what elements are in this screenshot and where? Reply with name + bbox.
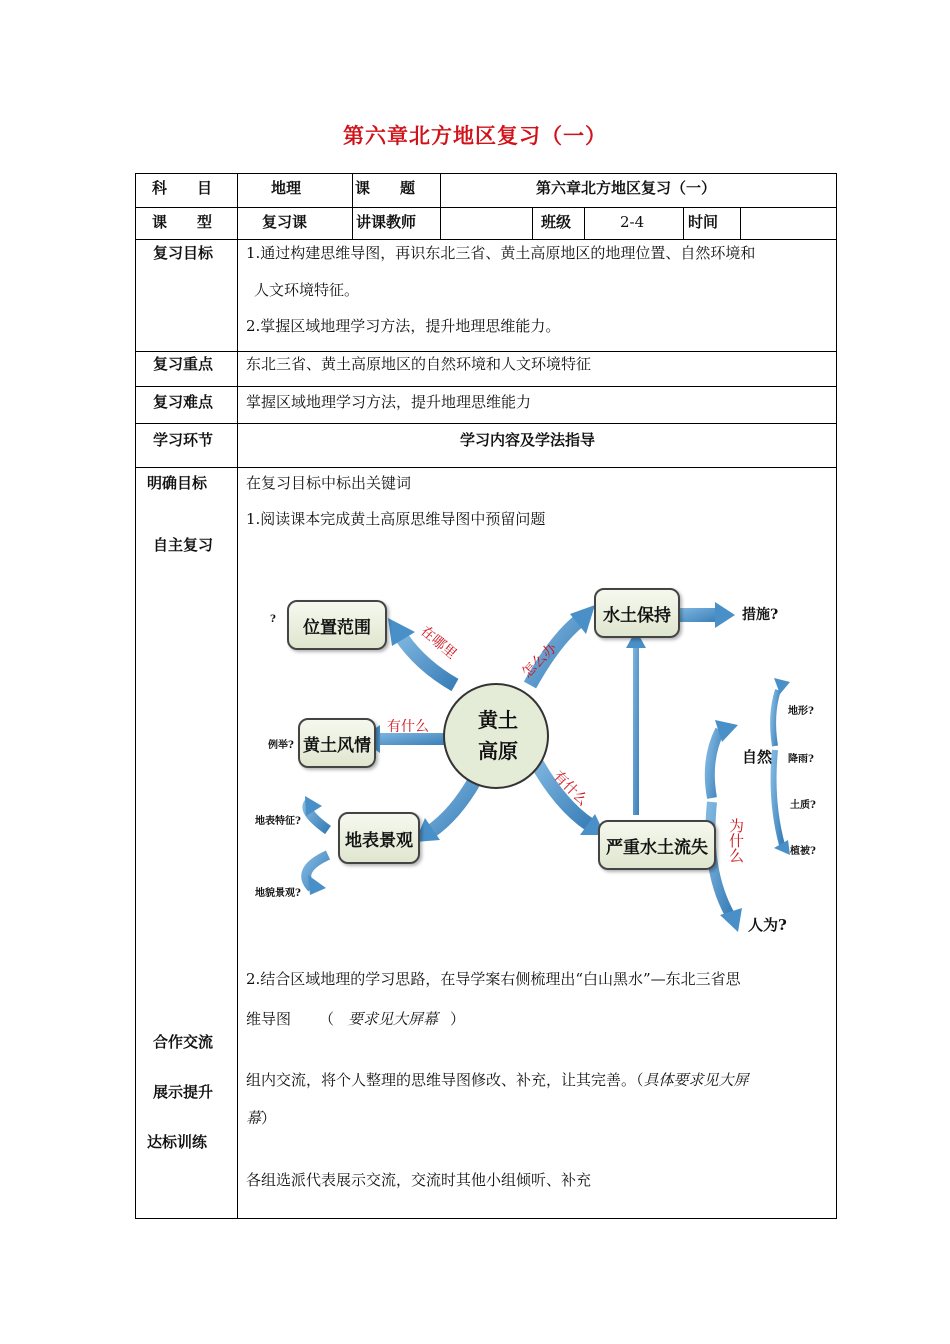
node-location: 位置范围 — [287, 600, 387, 650]
content-group-line1 — [246, 1070, 749, 1090]
content-mindmap-line2 — [246, 1009, 465, 1029]
natural-factor: 自然 — [742, 748, 773, 766]
class-label: 班级 — [541, 213, 572, 231]
difficulty-text: 掌握区域地理学习方法，提升地理思维能力 — [246, 393, 532, 411]
content-group-line2 — [246, 1108, 276, 1128]
node-customs: 黄土风情 — [298, 718, 376, 768]
stage-clarify-goals: 明确目标 — [147, 474, 208, 492]
section-content-header: 学习内容及学法指导 — [460, 431, 596, 449]
subject-label: 科 目 — [152, 179, 213, 197]
content-mindmap-line1: 2.结合区域地理的学习思路，在导学案右侧梳理出“白山黑水”—东北三省思 — [246, 970, 741, 988]
loess-plateau-mindmap — [250, 570, 830, 970]
arrow-label-what-2: 有什么 — [549, 768, 591, 810]
node-conservation: 水土保持 — [594, 588, 680, 638]
goals-label: 复习目标 — [153, 244, 214, 262]
location-question: ? — [270, 614, 276, 625]
terrain-question: 地形? — [788, 706, 814, 717]
time-label: 时间 — [688, 213, 719, 231]
arrow-label-how: 怎么办 — [519, 640, 561, 682]
arrow-label-why: 为什么 — [727, 818, 745, 863]
content-read-book: 1.阅读课本完成黄土高原思维导图中预留问题 — [246, 510, 546, 528]
node-erosion: 严重水土流失 — [598, 820, 716, 870]
topic-label: 课 题 — [355, 179, 416, 197]
stage-practice: 达标训练 — [147, 1133, 208, 1151]
goals-line1: 1.通过构建思维导图，再识东北三省、黄土高原地区的地理位置、自然环境和 — [246, 244, 756, 262]
key-points-text: 东北三省、黄土高原地区的自然环境和人文环境特征 — [246, 355, 592, 373]
content-keywords: 在复习目标中标出关键词 — [246, 474, 412, 492]
content-mindmap-word: 维导图 — [246, 1010, 292, 1028]
content-group-req-end: 幕 — [246, 1109, 262, 1127]
center-line1: 黄土 — [478, 708, 518, 732]
stage-self-review: 自主复习 — [153, 536, 214, 554]
subject-value: 地理 — [271, 179, 302, 197]
key-points-label: 复习重点 — [153, 355, 214, 373]
type-value: 复习课 — [262, 213, 308, 231]
goals-line3: 2.掌握区域地理学习方法，提升地理思维能力。 — [246, 317, 561, 335]
customs-question: 例举? — [268, 740, 294, 751]
human-factor: 人为? — [748, 916, 787, 934]
goals-line2: 人文环境特征。 — [254, 281, 360, 299]
type-label: 课 型 — [152, 213, 213, 231]
page-title: 第六章北方地区复习（一） — [343, 123, 607, 148]
content-paren-open: （ — [319, 1010, 335, 1028]
teacher-label: 讲课教师 — [356, 213, 417, 231]
arrow-label-what: 有什么 — [387, 719, 429, 735]
rainfall-question: 降雨? — [788, 754, 814, 765]
topic-value: 第六章北方地区复习（一） — [536, 179, 717, 197]
content-requirement: 要求见大屏幕 — [348, 1010, 439, 1028]
content-paren-close: ） — [450, 1010, 466, 1028]
stage-cooperate: 合作交流 — [153, 1033, 214, 1051]
soil-question: 土质? — [790, 800, 816, 811]
arrow-label-where: 在哪里 — [417, 623, 460, 663]
content-show: 各组选派代表展示交流，交流时其他小组倾听、补充 — [246, 1171, 592, 1189]
stage-present: 展示提升 — [153, 1083, 214, 1101]
content-group-paren: ） — [261, 1109, 277, 1127]
node-landscape: 地表景观 — [338, 812, 420, 864]
landscape-question-1: 地表特征? — [255, 816, 301, 827]
landscape-question-2: 地貌景观? — [255, 888, 301, 899]
vegetation-question: 植被? — [790, 846, 816, 857]
section-stage-header: 学习环节 — [153, 431, 214, 449]
content-group-req: 具体要求见大屏 — [643, 1071, 749, 1089]
measures-question: 措施? — [742, 607, 779, 623]
content-group-text: 组内交流，将个人整理的思维导图修改、补充，让其完善。（ — [246, 1071, 644, 1089]
center-line2: 高原 — [478, 739, 518, 763]
class-value: 2-4 — [620, 213, 645, 231]
difficulty-label: 复习难点 — [153, 393, 214, 411]
